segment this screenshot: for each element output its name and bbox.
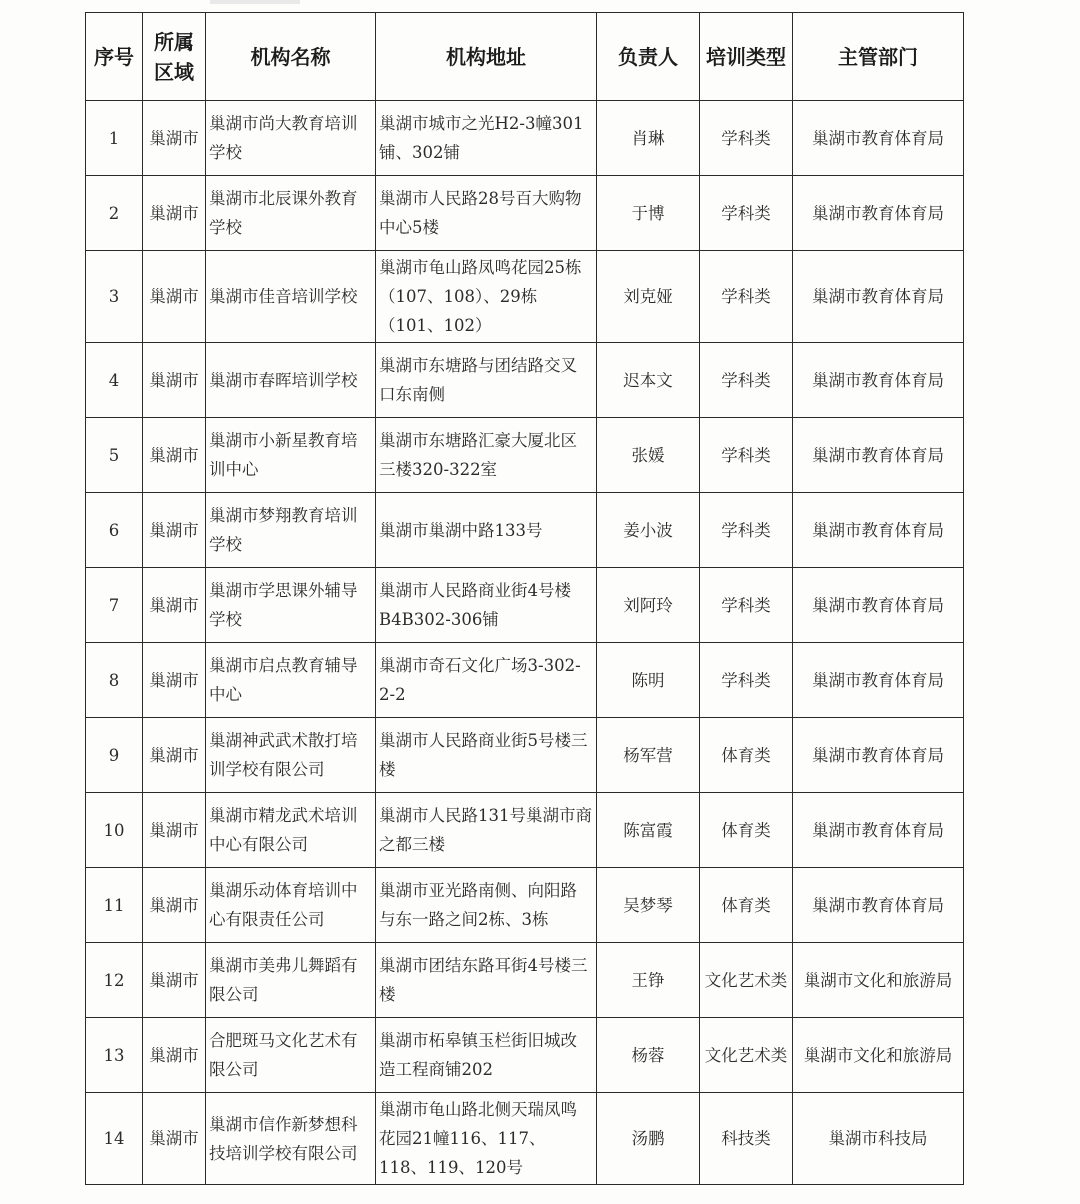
cell-name: 巢湖市尚大教育培训学校 — [206, 101, 376, 176]
cell-manager: 杨蓉 — [597, 1018, 700, 1093]
cell-manager: 刘阿玲 — [597, 568, 700, 643]
cell-region: 巢湖市 — [143, 868, 206, 943]
header-address: 机构地址 — [376, 13, 597, 101]
cell-address: 巢湖市东塘路与团结路交叉口东南侧 — [376, 343, 597, 418]
cell-type: 学科类 — [700, 568, 793, 643]
cell-name: 巢湖市梦翔教育培训学校 — [206, 493, 376, 568]
cell-dept: 巢湖市教育体育局 — [793, 101, 964, 176]
header-dept: 主管部门 — [793, 13, 964, 101]
cell-region: 巢湖市 — [143, 343, 206, 418]
cell-manager: 张媛 — [597, 418, 700, 493]
cell-type: 体育类 — [700, 793, 793, 868]
table-row — [86, 418, 964, 493]
cell-address: 巢湖市东塘路汇豪大厦北区三楼320-322室 — [376, 418, 597, 493]
cropped-heading-remnant — [210, 0, 300, 4]
cell-seq: 10 — [86, 793, 143, 868]
cell-manager: 迟本文 — [597, 343, 700, 418]
header-manager: 负责人 — [597, 13, 700, 101]
cell-seq: 3 — [86, 251, 143, 343]
cell-type: 学科类 — [700, 343, 793, 418]
cell-manager: 肖琳 — [597, 101, 700, 176]
table-row — [86, 643, 964, 718]
cell-manager: 陈明 — [597, 643, 700, 718]
cell-region: 巢湖市 — [143, 943, 206, 1018]
cell-seq: 13 — [86, 1018, 143, 1093]
cell-seq: 14 — [86, 1093, 143, 1185]
cell-dept: 巢湖市文化和旅游局 — [793, 943, 964, 1018]
cell-manager: 于博 — [597, 176, 700, 251]
cell-region: 巢湖市 — [143, 176, 206, 251]
cell-manager: 陈富霞 — [597, 793, 700, 868]
cell-address: 巢湖市人民路商业街5号楼三楼 — [376, 718, 597, 793]
cell-address: 巢湖市柘皋镇玉栏街旧城改造工程商铺202 — [376, 1018, 597, 1093]
cell-type: 学科类 — [700, 418, 793, 493]
cell-type: 学科类 — [700, 493, 793, 568]
cell-address: 巢湖市巢湖中路133号 — [376, 493, 597, 568]
cell-name: 巢湖市春晖培训学校 — [206, 343, 376, 418]
cell-name: 巢湖神武武术散打培训学校有限公司 — [206, 718, 376, 793]
cell-dept: 巢湖市文化和旅游局 — [793, 1018, 964, 1093]
cell-address: 巢湖市亚光路南侧、向阳路与东一路之间2栋、3栋 — [376, 868, 597, 943]
cell-type: 学科类 — [700, 643, 793, 718]
cell-dept: 巢湖市教育体育局 — [793, 418, 964, 493]
cell-dept: 巢湖市教育体育局 — [793, 176, 964, 251]
cell-name: 巢湖市信作新梦想科技培训学校有限公司 — [206, 1093, 376, 1185]
table-row — [86, 568, 964, 643]
cell-type: 科技类 — [700, 1093, 793, 1185]
cell-manager: 杨军营 — [597, 718, 700, 793]
cell-region: 巢湖市 — [143, 101, 206, 176]
cell-address: 巢湖市龟山路北侧天瑞凤鸣花园21幢116、117、118、119、120号 — [376, 1093, 597, 1185]
table-row — [86, 251, 964, 343]
cell-name: 巢湖市启点教育辅导中心 — [206, 643, 376, 718]
cell-type: 学科类 — [700, 176, 793, 251]
cell-dept: 巢湖市教育体育局 — [793, 251, 964, 343]
cell-name: 巢湖市北辰课外教育学校 — [206, 176, 376, 251]
cell-name: 巢湖市佳音培训学校 — [206, 251, 376, 343]
cell-dept: 巢湖市科技局 — [793, 1093, 964, 1185]
cell-name: 巢湖市小新星教育培训中心 — [206, 418, 376, 493]
cell-dept: 巢湖市教育体育局 — [793, 493, 964, 568]
cell-name: 合肥斑马文化艺术有限公司 — [206, 1018, 376, 1093]
cell-seq: 9 — [86, 718, 143, 793]
cell-dept: 巢湖市教育体育局 — [793, 343, 964, 418]
header-name: 机构名称 — [206, 13, 376, 101]
cell-dept: 巢湖市教育体育局 — [793, 718, 964, 793]
table-row — [86, 176, 964, 251]
cell-dept: 巢湖市教育体育局 — [793, 868, 964, 943]
cell-manager: 王铮 — [597, 943, 700, 1018]
cell-dept: 巢湖市教育体育局 — [793, 643, 964, 718]
table-row — [86, 101, 964, 176]
cell-address: 巢湖市人民路商业街4号楼B4B302-306铺 — [376, 568, 597, 643]
cell-seq: 1 — [86, 101, 143, 176]
cell-manager: 刘克娅 — [597, 251, 700, 343]
header-type: 培训类型 — [700, 13, 793, 101]
cell-seq: 4 — [86, 343, 143, 418]
cell-seq: 5 — [86, 418, 143, 493]
cell-seq: 6 — [86, 493, 143, 568]
cell-seq: 8 — [86, 643, 143, 718]
cell-manager: 姜小波 — [597, 493, 700, 568]
cell-address: 巢湖市龟山路凤鸣花园25栋（107、108）、29栋（101、102） — [376, 251, 597, 343]
cell-region: 巢湖市 — [143, 1018, 206, 1093]
cell-type: 文化艺术类 — [700, 943, 793, 1018]
cell-seq: 2 — [86, 176, 143, 251]
cell-type: 体育类 — [700, 718, 793, 793]
cell-dept: 巢湖市教育体育局 — [793, 793, 964, 868]
cell-region: 巢湖市 — [143, 1093, 206, 1185]
cell-name: 巢湖乐动体育培训中心有限责任公司 — [206, 868, 376, 943]
table-row — [86, 793, 964, 868]
cell-region: 巢湖市 — [143, 493, 206, 568]
table-header-row — [86, 13, 964, 101]
table-row — [86, 868, 964, 943]
cell-dept: 巢湖市教育体育局 — [793, 568, 964, 643]
cell-address: 巢湖市团结东路耳街4号楼三楼 — [376, 943, 597, 1018]
cell-seq: 11 — [86, 868, 143, 943]
table-row — [86, 343, 964, 418]
table-row — [86, 718, 964, 793]
cell-address: 巢湖市城市之光H2-3幢301铺、302铺 — [376, 101, 597, 176]
cell-region: 巢湖市 — [143, 793, 206, 868]
cell-region: 巢湖市 — [143, 418, 206, 493]
training-institution-table — [85, 12, 964, 1185]
cell-manager: 汤鹏 — [597, 1093, 700, 1185]
cell-name: 巢湖市美弗儿舞蹈有限公司 — [206, 943, 376, 1018]
cell-type: 学科类 — [700, 101, 793, 176]
cell-type: 体育类 — [700, 868, 793, 943]
cell-type: 文化艺术类 — [700, 1018, 793, 1093]
cell-seq: 7 — [86, 568, 143, 643]
cell-region: 巢湖市 — [143, 568, 206, 643]
cell-region: 巢湖市 — [143, 643, 206, 718]
cell-name: 巢湖市学思课外辅导学校 — [206, 568, 376, 643]
table-row — [86, 1018, 964, 1093]
cell-seq: 12 — [86, 943, 143, 1018]
table-row — [86, 943, 964, 1018]
header-region: 所属区域 — [143, 13, 206, 101]
cell-region: 巢湖市 — [143, 718, 206, 793]
cell-address: 巢湖市人民路28号百大购物中心5楼 — [376, 176, 597, 251]
cell-name: 巢湖市精龙武术培训中心有限公司 — [206, 793, 376, 868]
cell-address: 巢湖市奇石文化广场3-302-2-2 — [376, 643, 597, 718]
cell-type: 学科类 — [700, 251, 793, 343]
cell-manager: 吴梦琴 — [597, 868, 700, 943]
table-row — [86, 493, 964, 568]
header-seq: 序号 — [86, 13, 143, 101]
table-row — [86, 1093, 964, 1185]
cell-address: 巢湖市人民路131号巢湖市商之都三楼 — [376, 793, 597, 868]
cell-region: 巢湖市 — [143, 251, 206, 343]
